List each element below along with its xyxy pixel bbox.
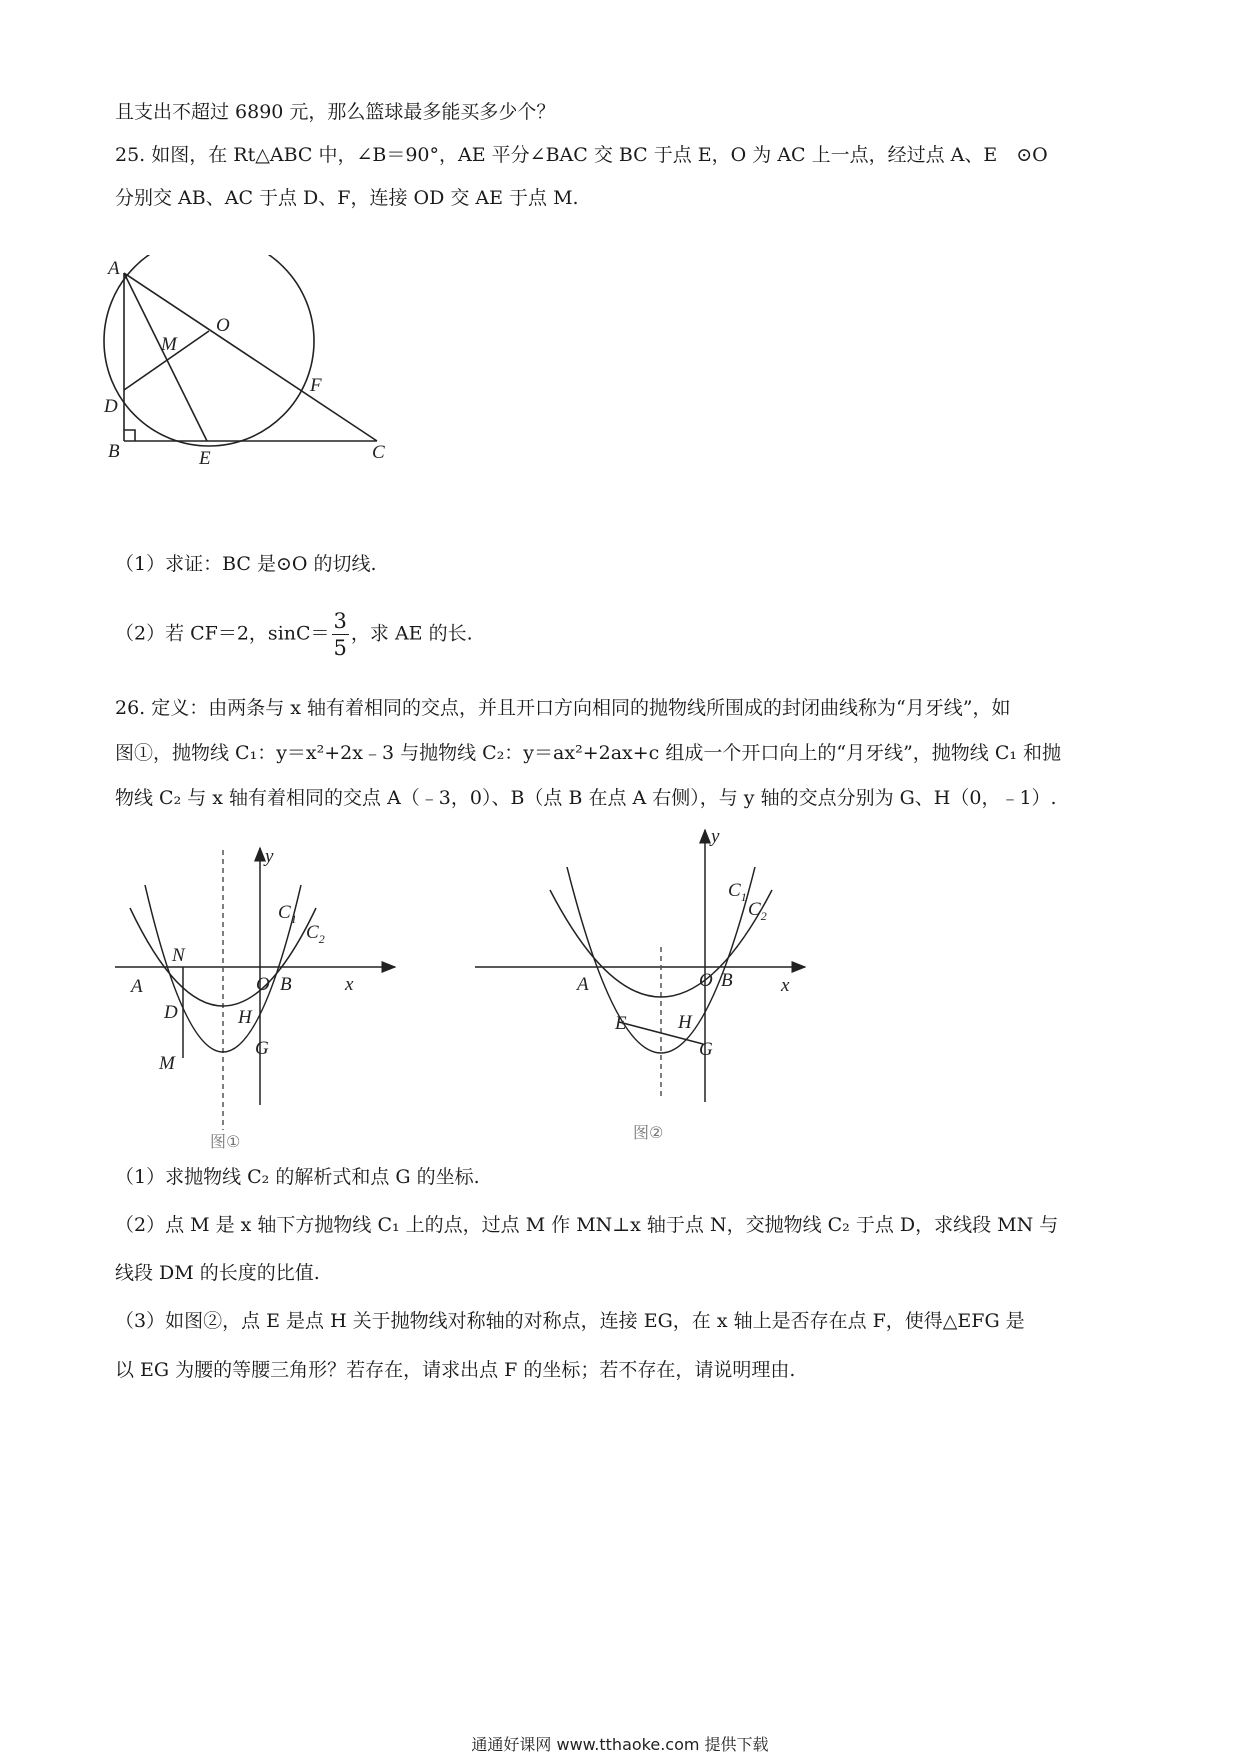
problem-25-line-1: 25. 如图，在 Rt△ABC 中，∠B＝90°，AE 平分∠BAC 交 BC 于点 E，O 为 AC 上一点，经过点 A、E ⊙O [115,144,1048,166]
label-c1-letter: C [728,880,741,901]
question-2-text: （2）若 CF＝2，sinC＝ [115,622,330,645]
problem-26-question-2-line-1: （2）点 M 是 x 轴下方抛物线 C₁ 上的点，过点 M 作 MN⊥x 轴于点 N，交抛物线 C₂ 于点 D，求线段 MN 与 [115,1214,1059,1236]
caption-figure-1: 图① [210,1132,241,1150]
figure-25-circle-triangle [100,255,440,525]
label-d: D [104,396,118,417]
label-c1 [728,880,747,904]
label-b: B [721,970,733,991]
problem-26-line-2: 图①，抛物线 C₁：y＝x²+2x﹣3 与抛物线 C₂：y＝ax²+2ax+c 组成一个开口向上的“月牙线”，抛物线 C₁ 和抛 [115,742,1062,764]
label-a: A [108,258,120,279]
fraction-denominator: 5 [333,636,347,660]
label-a: A [577,974,589,995]
label-h: H [238,1007,252,1028]
label-c1-sub: 1 [740,890,747,904]
label-b: B [108,441,120,462]
right-angle-mark [124,430,135,441]
label-c1-letter: C [278,902,291,923]
text-line-1: 且支出不超过 6890 元，那么篮球最多能买多少个？ [115,101,556,123]
label-x: x [781,975,790,996]
label-a: A [131,976,143,997]
fraction-numerator: 3 [333,609,347,633]
label-e: E [199,448,211,469]
problem-26-question-1: （1）求抛物线 C₂ 的解析式和点 G 的坐标. [115,1166,480,1188]
problem-25-question-2 [115,608,473,661]
problem-25-line-2: 分别交 AB、AC 于点 D、F，连接 OD 交 AE 于点 M. [115,187,579,209]
label-h: H [678,1012,692,1033]
fraction-3-5 [332,608,349,661]
page-footer: 通通好课网 www.tthaoke.com 提供下载 [471,1735,769,1754]
problem-26-question-3-line-2: 以 EG 为腰的等腰三角形？若存在，请求出点 F 的坐标；若不存在，请说明理由. [115,1359,796,1381]
question-2-text-end: ，求 AE 的长. [350,622,473,645]
label-x: x [345,974,354,995]
label-c2 [748,899,767,923]
label-b: B [280,974,292,995]
label-g: G [699,1039,713,1060]
label-m: M [159,1053,175,1074]
figure-26-2 [465,822,815,1142]
circle-o [104,255,314,446]
segment-ac [124,273,377,441]
label-c2-sub: 2 [760,909,767,923]
caption-figure-2: 图② [633,1123,664,1142]
problem-26-line-1: 26. 定义：由两条与 x 轴有着相同的交点，并且开口方向相同的抛物线所围成的封闭曲线称为“月牙线”，如 [115,697,1011,719]
label-o: O [699,970,713,991]
problem-26-question-2-line-2: 线段 DM 的长度的比值. [115,1262,320,1284]
label-c1 [278,902,297,926]
label-m: M [161,334,177,355]
problem-26-question-3-line-1: （3）如图②，点 E 是点 H 关于抛物线对称轴的对称点，连接 EG，在 x 轴上是否存在点 F，使得△EFG 是 [115,1310,1025,1332]
label-o: O [216,315,230,336]
problem-25-question-1: （1）求证：BC 是⊙O 的切线. [115,553,377,575]
label-c: C [372,442,385,463]
problem-26-line-3: 物线 C₂ 与 x 轴有着相同的交点 A（﹣3，0）、B（点 B 在点 A 右侧），与 y 轴的交点分别为 G、H（0，﹣1）. [115,787,1057,809]
label-d: D [164,1002,178,1023]
label-f: F [310,375,322,396]
label-c2-sub: 2 [318,932,325,946]
label-n: N [172,945,185,966]
label-c2-letter: C [306,922,319,943]
label-o: O [256,974,270,995]
label-y: y [711,826,720,847]
label-c2-letter: C [748,899,761,920]
label-y: y [265,846,274,867]
label-e: E [615,1013,627,1034]
label-c1-sub: 1 [290,912,297,926]
label-c2 [306,922,325,946]
figure-26-1 [105,840,405,1150]
label-g: G [255,1038,269,1059]
